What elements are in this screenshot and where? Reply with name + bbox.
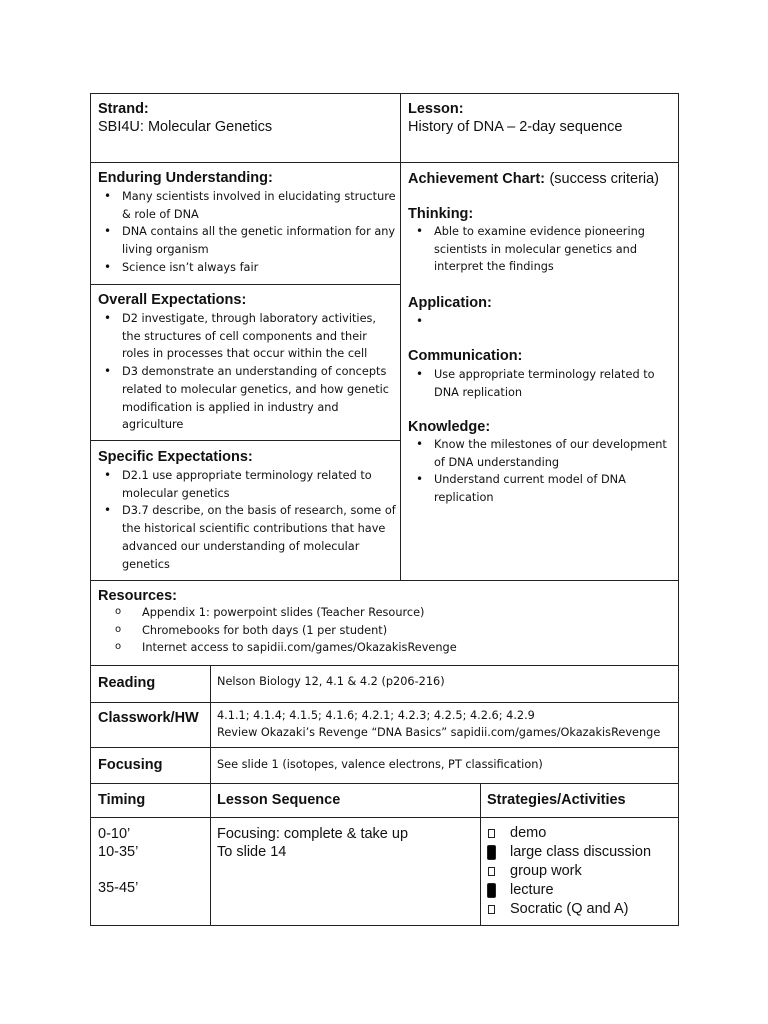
timing-item: 10-35’ [98, 844, 139, 860]
classwork-line-1: 4.1.1; 4.1.4; 4.1.5; 4.1.6; 4.2.1; 4.2.3; 4.2.5; 4.2.6; 4.2.9 [217, 709, 535, 722]
divider [90, 284, 401, 285]
list-item: • Many scientists involved in elucidating structure & role of DNA [98, 188, 398, 223]
checkbox-checked-icon[interactable] [487, 883, 496, 898]
list-item: • D2 investigate, through laboratory activities, the structures of cell components and their roles in processes that occur within the cell [98, 310, 396, 363]
divider [90, 162, 679, 163]
checkbox-icon[interactable] [488, 867, 495, 876]
strand-value: SBI4U: Molecular Genetics [98, 119, 273, 135]
strategy-label: Socratic (Q and A) [510, 901, 629, 917]
strategy-item-socratic[interactable] [482, 900, 677, 919]
divider [90, 580, 679, 581]
strand-label: Strand: [98, 101, 149, 117]
list-item: o Appendix 1: powerpoint slides (Teacher Resource) [90, 604, 670, 622]
divider [210, 665, 211, 926]
list-item: • D3 demonstrate an understanding of concepts related to molecular genetics, and how genetic modification is applied in industry and agriculture [98, 363, 396, 434]
divider [90, 440, 401, 441]
timing-item: 35-45’ [98, 880, 139, 896]
list-item: • D2.1 use appropriate terminology related to molecular genetics [98, 467, 396, 502]
list-item: • DNA contains all the genetic information for any living organism [98, 223, 398, 258]
strategies-list [482, 824, 677, 919]
strategy-item-demo[interactable] [482, 824, 677, 843]
checkbox-checked-icon[interactable] [487, 845, 496, 860]
enduring-understanding-heading: Enduring Understanding: [98, 170, 273, 186]
sequence-item: Focusing: complete & take up [217, 826, 409, 842]
list-item: o Internet access to sapidii.com/games/OkazakisRevenge [90, 639, 670, 657]
strategy-label: large class discussion [510, 844, 652, 860]
list-item: • Know the milestones of our development of DNA understanding [410, 436, 672, 471]
achievement-chart-label: Achievement Chart: [408, 171, 545, 187]
list-item: • Understand current model of DNA replication [410, 471, 672, 506]
lesson-value: History of DNA – 2-day sequence [408, 119, 623, 135]
strategy-label: lecture [510, 882, 554, 898]
checkbox-icon[interactable] [488, 905, 495, 914]
achievement-chart-note: (success criteria) [549, 171, 660, 187]
reading-label: Reading [98, 675, 156, 691]
achievement-chart-heading [408, 170, 659, 188]
resources-list [90, 604, 670, 657]
strategy-label: group work [510, 863, 582, 879]
overall-expectations-list [98, 310, 396, 434]
communication-heading: Communication: [408, 348, 523, 364]
focusing-value: See slide 1 (isotopes, valence electrons, PT classification) [217, 758, 543, 771]
resources-heading: Resources: [98, 588, 177, 604]
focusing-label: Focusing [98, 757, 163, 773]
strategy-label: demo [510, 825, 547, 841]
classwork-label: Classwork/HW [98, 710, 199, 726]
divider [90, 665, 679, 666]
strategy-item-group-work[interactable] [482, 862, 677, 881]
timing-item [98, 861, 138, 879]
sequence-item: To slide 14 [217, 844, 287, 860]
timing-list [98, 825, 138, 897]
timing-heading: Timing [98, 792, 146, 808]
divider [400, 93, 401, 581]
communication-list [410, 366, 672, 401]
strategy-item-lecture[interactable] [482, 881, 677, 900]
thinking-list [410, 223, 672, 276]
timing-item: 0-10’ [98, 826, 131, 842]
knowledge-list [410, 436, 672, 507]
list-item: • D3.7 describe, on the basis of research, some of the historical scientific contributions that have advanced our understanding of molecular genetics [98, 502, 396, 573]
reading-value: Nelson Biology 12, 4.1 & 4.2 (p206-216) [217, 675, 445, 688]
divider [90, 702, 679, 703]
list-item: o Chromebooks for both days (1 per student) [90, 622, 670, 640]
list-item: • Use appropriate terminology related to DNA replication [410, 366, 672, 401]
sequence-list [217, 825, 408, 861]
strategy-item-large-class-discussion[interactable] [482, 843, 677, 862]
enduring-understanding-list [98, 188, 398, 277]
specific-expectations-heading: Specific Expectations: [98, 449, 253, 465]
divider [90, 817, 679, 818]
list-item: • Science isn’t always fair [98, 259, 398, 277]
classwork-line-2: Review Okazaki’s Revenge “DNA Basics” sapidii.com/games/OkazakisRevenge [217, 726, 661, 739]
strategies-heading: Strategies/Activities [487, 792, 626, 808]
lesson-sequence-heading: Lesson Sequence [217, 792, 341, 808]
checkbox-icon[interactable] [488, 829, 495, 838]
knowledge-heading: Knowledge: [408, 419, 491, 435]
application-heading: Application: [408, 295, 492, 311]
thinking-heading: Thinking: [408, 206, 474, 222]
list-item: • Able to examine evidence pioneering scientists in molecular genetics and interpret the findings [410, 223, 672, 276]
divider [90, 747, 679, 748]
specific-expectations-list [98, 467, 396, 573]
divider [90, 783, 679, 784]
list-item [410, 313, 672, 330]
divider [480, 783, 481, 926]
application-list [410, 313, 672, 330]
overall-expectations-heading: Overall Expectations: [98, 292, 247, 308]
lesson-label: Lesson: [408, 101, 464, 117]
